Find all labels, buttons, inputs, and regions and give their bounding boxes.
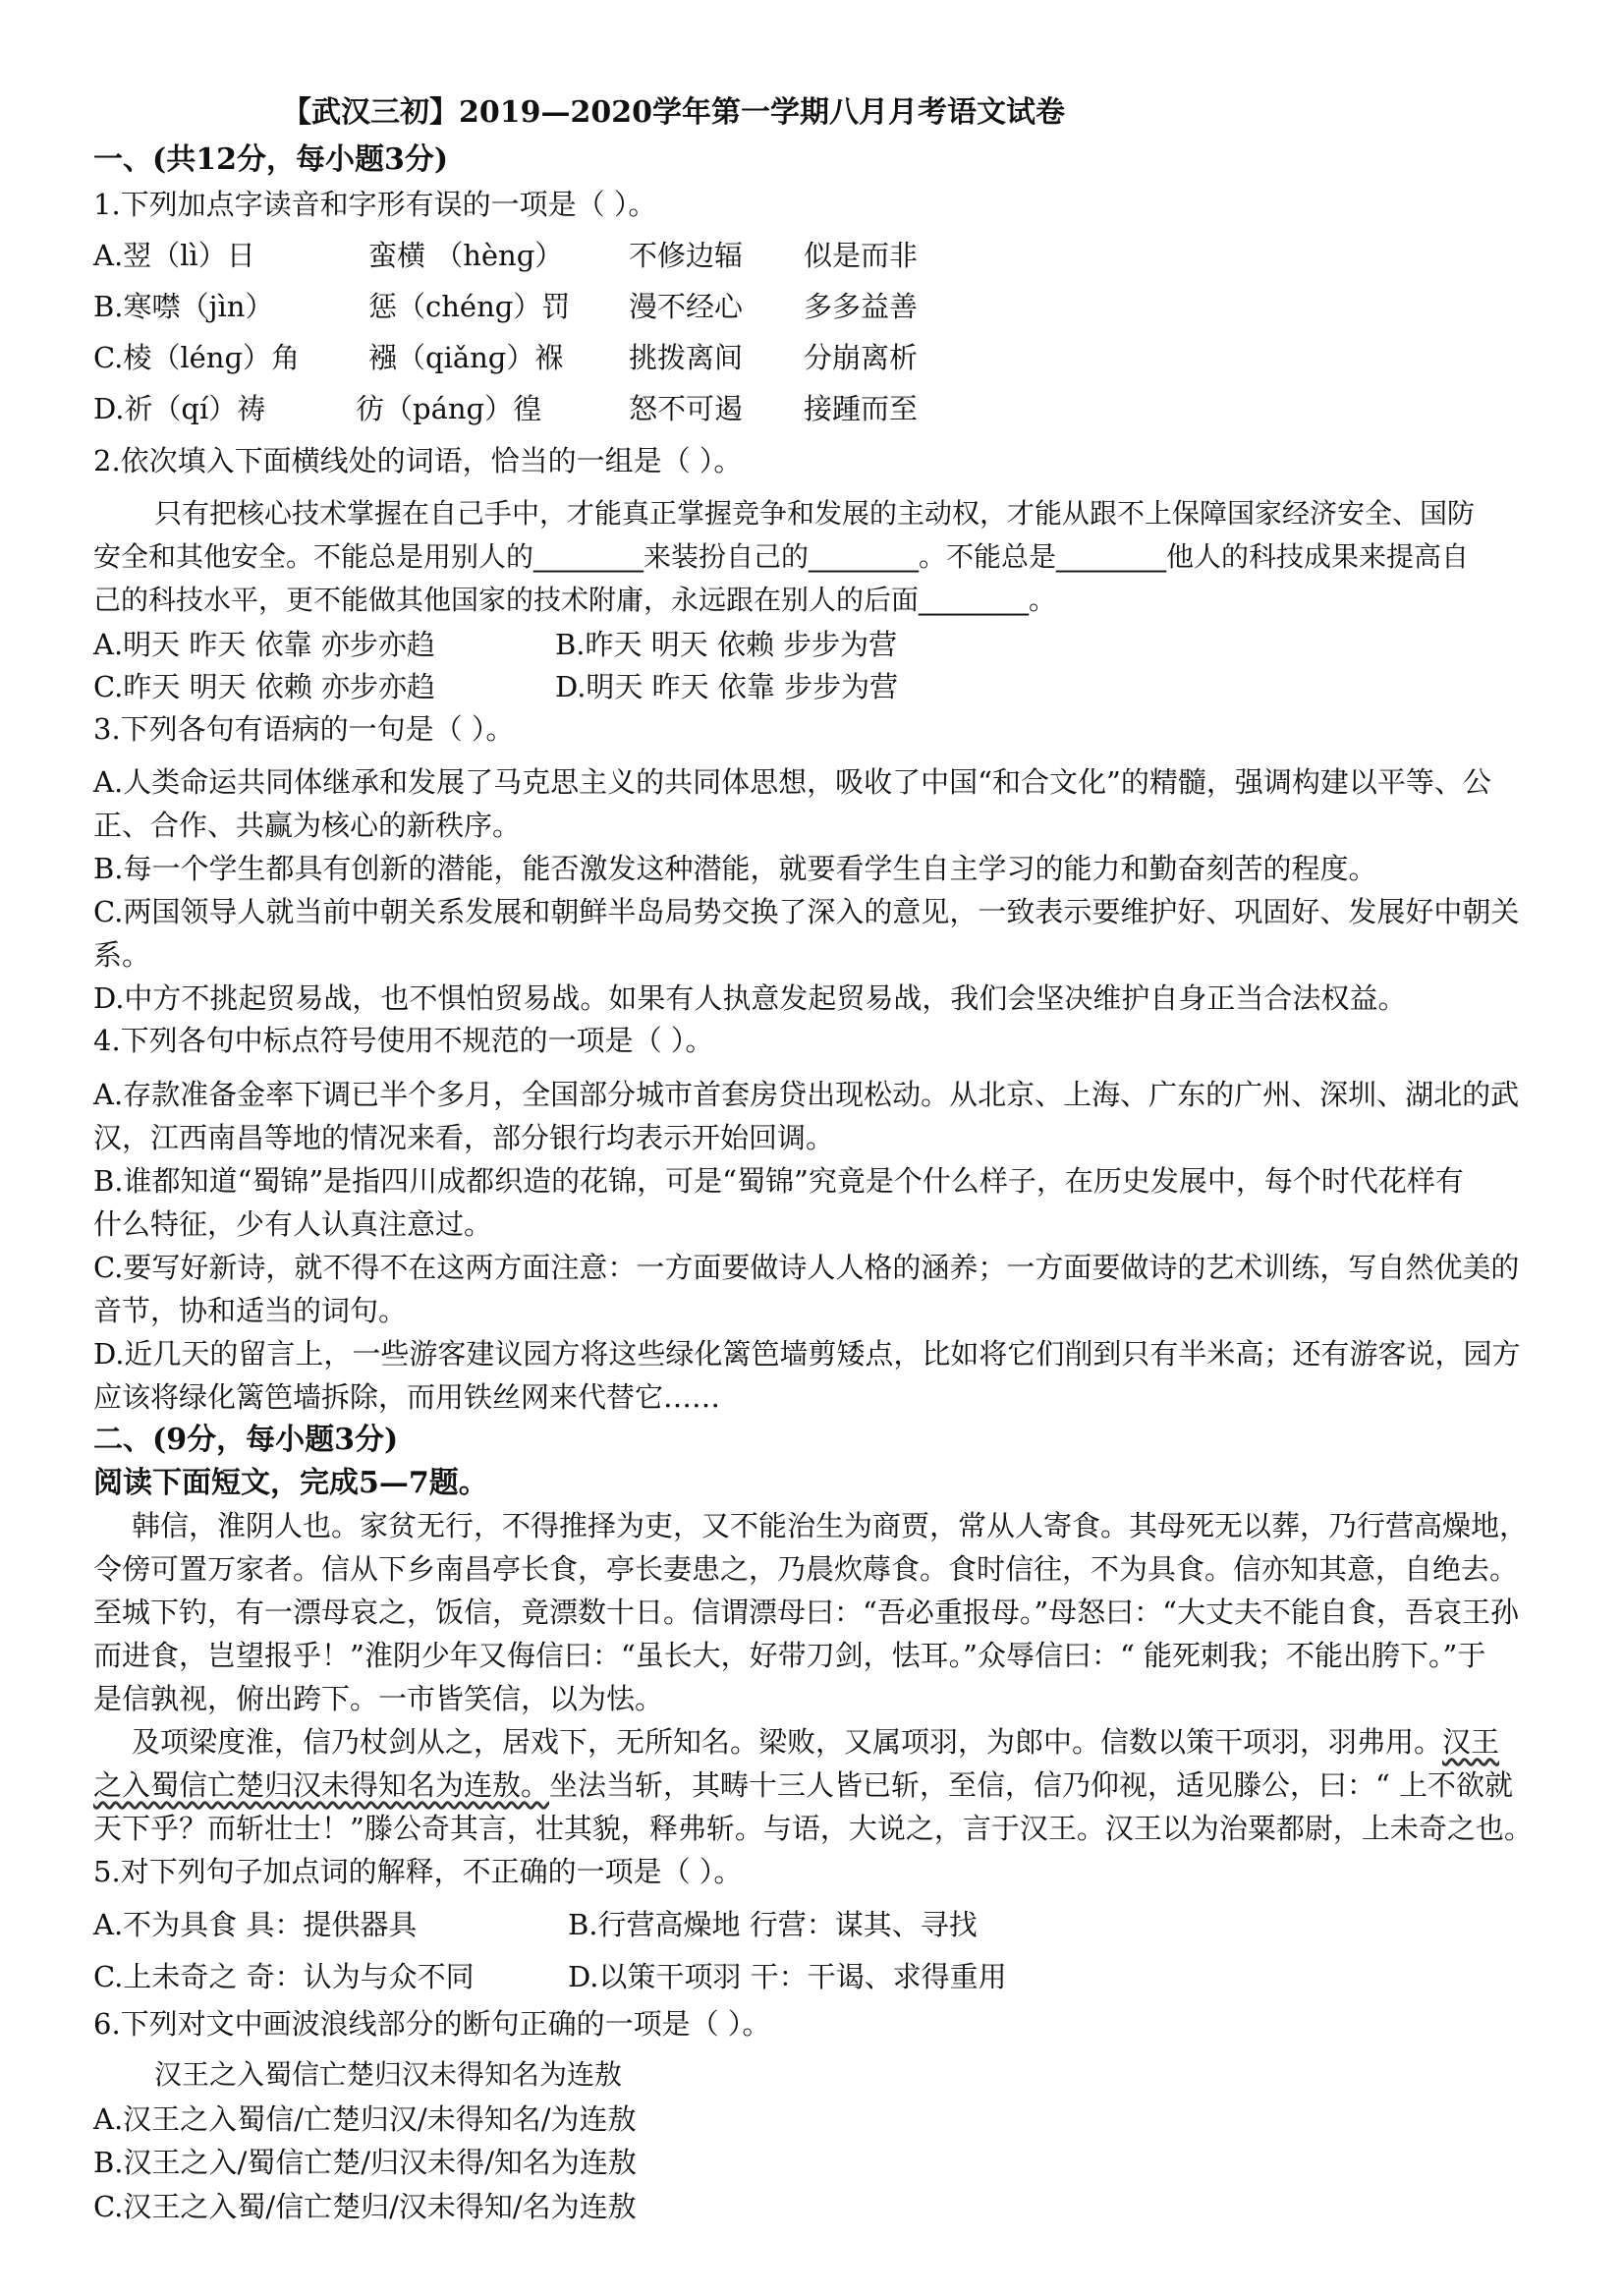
q1-option-a-word4: 似是而非 bbox=[804, 239, 919, 272]
q1-option-d-word4: 接踵而至 bbox=[804, 392, 919, 425]
reading-instruction: 阅读下面短文，完成5—7题。 bbox=[93, 1466, 488, 1500]
q3-text-line: 正、合作、共赢为核心的新秩序。 bbox=[93, 809, 522, 842]
passage-paragraph-line: 是信孰视，俯出跨下。一市皆笑信，以为怯。 bbox=[93, 1682, 664, 1715]
q6-option-c: C.汉王之入蜀/信亡楚归/汉未得知/名为连敖 bbox=[93, 2190, 637, 2223]
q4-text-line: 什么特征，少有人认真注意过。 bbox=[93, 1207, 493, 1241]
q2-option-d: D.明天 昨天 依靠 步步为营 bbox=[555, 670, 899, 703]
q1-option-d-word1: D.祈（qí）祷 bbox=[93, 392, 266, 425]
q3-text-line: B.每一个学生都具有创新的潜能，能否激发这种潜能，就要看学生自主学习的能力和勤奋刻苦的程度。 bbox=[93, 852, 1377, 885]
q4-text-line: B.谁都知道“蜀锦”是指四川成都织造的花锦，可是“蜀锦”究竟是个什么样子，在历史发展中，每个时代花样有 bbox=[93, 1164, 1464, 1198]
question-5-stem: 5.对下列句子加点词的解释，不正确的一项是（ ）。 bbox=[93, 1855, 743, 1888]
q2-option-c: C.昨天 明天 依赖 亦步亦趋 bbox=[93, 670, 436, 703]
question-2-stem: 2.依次填入下面横线处的词语，恰当的一组是（ ）。 bbox=[93, 444, 743, 477]
passage-paragraph-line bbox=[132, 1725, 1500, 1759]
q1-option-a-word3: 不修边辐 bbox=[629, 239, 744, 272]
passage-paragraph-line: 而进食，岂望报乎！”淮阴少年又侮信曰：“虽长大，好带刀剑，怯耳。”众辱信曰：“ 能死刺我；不能出胯下。”于 bbox=[93, 1639, 1486, 1672]
q4-text-line: 音节，协和适当的词句。 bbox=[93, 1294, 408, 1327]
passage-paragraph-line: 令傍可置万家者。信从下乡南昌亭长食，亭长妻患之，乃晨炊蓐食。食时信往，不为具食。信亦知其意，自绝去。 bbox=[93, 1552, 1519, 1586]
q1-option-b-word1: B.寒噤（jìn） bbox=[93, 290, 274, 323]
q3-text-line: A.人类命运共同体继承和发展了马克思主义的共同体思想，吸收了中国“和合文化”的精髓，强调构建以平等、公 bbox=[93, 765, 1491, 799]
passage-paragraph-line: 天下乎？而斩壮士！”滕公奇其言，壮其貌，释弗斩。与语，大说之，言于汉王。汉王以为治粟都尉，上未奇之也。 bbox=[93, 1812, 1533, 1845]
q4-text-line: C.要写好新诗，就不得不在这两方面注意：一方面要做诗人人格的涵养；一方面要做诗的艺术训练，写自然优美的 bbox=[93, 1251, 1520, 1284]
question-1-stem: 1.下列加点字读音和字形有误的一项是（ ）。 bbox=[93, 188, 657, 221]
wavy-underlined-text: 汉王 bbox=[1442, 1725, 1500, 1759]
q3-text-line: C.两国领导人就当前中朝关系发展和朝鲜半岛局势交换了深入的意见，一致表示要维护好、巩固好、发展好中朝关 bbox=[93, 895, 1520, 928]
passage-text: 及项梁度淮，信乃杖剑从之，居戏下，无所知名。梁败，又属项羽，为郎中。信数以策干项羽，羽弗用。 bbox=[132, 1725, 1443, 1759]
q1-option-d-word2: 彷（pánɡ）徨 bbox=[356, 392, 542, 425]
q1-option-b-word4: 多多益善 bbox=[804, 290, 919, 323]
q4-text-line: 应该将绿化篱笆墙拆除，而用铁丝网来代替它…… bbox=[93, 1380, 721, 1414]
q4-text-line: 汉，江西南昌等地的情况来看，部分银行均表示开始回调。 bbox=[93, 1121, 835, 1154]
question-3-stem: 3.下列各句有语病的一句是（ ）。 bbox=[93, 712, 515, 746]
passage-paragraph-line: 至城下钓，有一漂母哀之，饭信，竟漂数十日。信谓漂母曰：“吾必重报母。”母怒曰：“大丈夫不能自食，吾哀王孙 bbox=[93, 1596, 1519, 1629]
q2-option-a: A.明天 昨天 依靠 亦步亦趋 bbox=[93, 628, 435, 661]
q1-option-a-word2: 蛮横 （hènɡ） bbox=[368, 239, 564, 272]
passage-text: 坐法当斩，其畴十三人皆已斩，至信，信乃仰视，适见滕公，曰：“ 上不欲就 bbox=[549, 1768, 1514, 1802]
q1-option-c-word2: 襁（qiǎnɡ）褓 bbox=[368, 341, 564, 374]
q1-option-c-word3: 挑拨离间 bbox=[629, 341, 744, 374]
exam-title: 【武汉三初】2019—2020学年第一学期八月月考语文试卷 bbox=[282, 95, 1065, 130]
q6-quoted-sentence: 汉王之入蜀信亡楚归汉未得知名为连敖 bbox=[154, 2058, 623, 2091]
q6-option-a: A.汉王之入蜀信/亡楚归汉/未得知名/为连敖 bbox=[93, 2102, 637, 2136]
q1-option-b-word2: 惩（chénɡ）罚 bbox=[368, 290, 571, 323]
q1-option-c-word4: 分崩离析 bbox=[804, 341, 919, 374]
question-6-stem: 6.下列对文中画波浪线部分的断句正确的一项是（ ）。 bbox=[93, 2007, 771, 2041]
q5-option-d: D.以策干项羽 干：干谒、求得重用 bbox=[568, 1960, 1007, 1993]
q5-option-b: B.行营高燥地 行营：谋其、寻找 bbox=[568, 1908, 978, 1941]
section-2-heading: 二、(9分，每小题3分) bbox=[93, 1423, 399, 1457]
q2-passage-line: 安全和其他安全。不能总是用别人的________来装扮自己的________。不能总是________他人的科技成果来提高自 bbox=[93, 540, 1470, 573]
q1-option-b-word3: 漫不经心 bbox=[629, 290, 744, 323]
q5-option-c: C.上未奇之 奇：认为与众不同 bbox=[93, 1960, 475, 1993]
q3-text-line: D.中方不挑起贸易战，也不惧怕贸易战。如果有人执意发起贸易战，我们会坚决维护自身正当合法权益。 bbox=[93, 981, 1407, 1015]
passage-paragraph-line bbox=[93, 1768, 1514, 1802]
q6-option-b: B.汉王之入/蜀信亡楚/归汉未得/知名为连敖 bbox=[93, 2146, 637, 2179]
passage-paragraph-line: 韩信，淮阴人也。家贫无行，不得推择为吏，又不能治生为商贾，常从人寄食。其母死无以葬，乃行营高燥地， bbox=[132, 1509, 1529, 1542]
q1-option-c-word1: C.棱（lénɡ）角 bbox=[93, 341, 301, 374]
q4-text-line: D.近几天的留言上，一些游客建议园方将这些绿化篱笆墙剪矮点，比如将它们削到只有半米高；还有游客说，园方 bbox=[93, 1337, 1521, 1371]
q2-passage-line: 只有把核心技术掌握在自己手中，才能真正掌握竞争和发展的主动权，才能从跟不上保障国家经济安全、国防 bbox=[154, 497, 1476, 530]
question-4-stem: 4.下列各句中标点符号使用不规范的一项是（ ）。 bbox=[93, 1024, 714, 1057]
section-1-heading: 一、(共12分，每小题3分) bbox=[93, 142, 449, 177]
q1-option-a-word1: A.翌（lì）日 bbox=[93, 239, 255, 272]
q2-passage-line: 己的科技水平，更不能做其他国家的技术附庸，永远跟在别人的后面________。 bbox=[93, 584, 1057, 616]
q3-text-line: 系。 bbox=[93, 938, 151, 972]
q4-text-line: A.存款准备金率下调已半个多月，全国部分城市首套房贷出现松动。从北京、上海、广东的广州、深圳、湖北的武 bbox=[93, 1078, 1520, 1111]
q1-option-d-word3: 怒不可遏 bbox=[629, 392, 744, 425]
q2-option-b: B.昨天 明天 依赖 步步为营 bbox=[555, 628, 898, 661]
wavy-underlined-text: 之入蜀信亡楚归汉未得知名为连敖。 bbox=[93, 1768, 550, 1802]
q5-option-a: A.不为具食 具：提供器具 bbox=[93, 1908, 418, 1941]
